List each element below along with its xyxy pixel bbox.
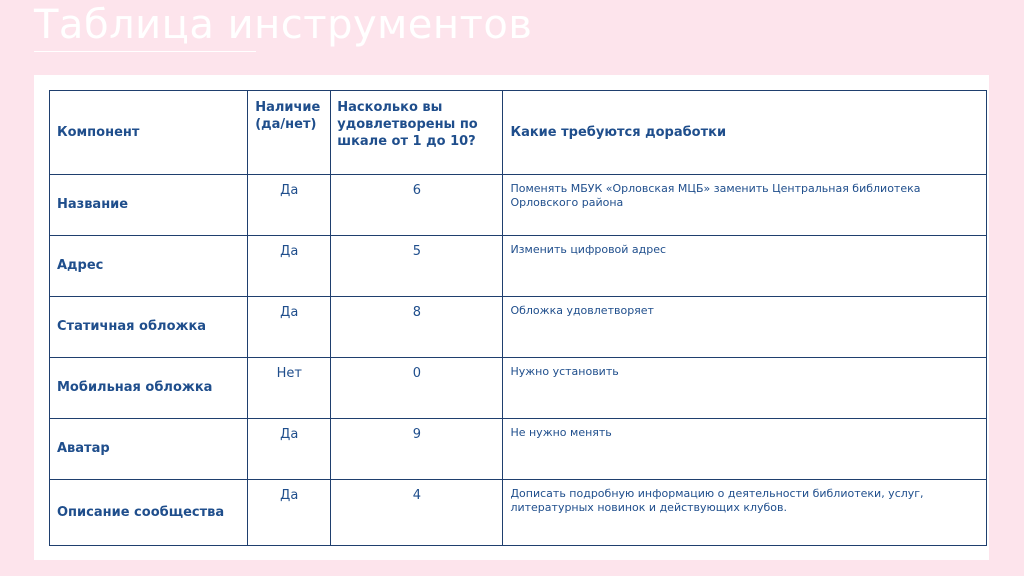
presence-cell: Да bbox=[248, 480, 331, 546]
improvements-cell: Не нужно менять bbox=[503, 419, 987, 480]
title-underline bbox=[34, 51, 256, 52]
header-presence: Наличие (да/нет) bbox=[248, 91, 331, 175]
presence-cell: Нет bbox=[248, 358, 331, 419]
table-header-row bbox=[50, 91, 987, 175]
score-cell: 4 bbox=[331, 480, 503, 546]
table-row bbox=[50, 480, 987, 546]
improvements-cell: Обложка удовлетворяет bbox=[503, 297, 987, 358]
header-improvements: Какие требуются доработки bbox=[503, 91, 987, 175]
component-cell: Мобильная обложка bbox=[50, 358, 248, 419]
improvements-cell: Дописать подробную информацию о деятельности библиотеки, услуг, литературных новинок и действующих клубов. bbox=[503, 480, 987, 546]
presence-cell: Да bbox=[248, 297, 331, 358]
score-cell: 6 bbox=[331, 175, 503, 236]
presence-cell: Да bbox=[248, 419, 331, 480]
table-row bbox=[50, 358, 987, 419]
component-cell: Статичная обложка bbox=[50, 297, 248, 358]
table-row bbox=[50, 175, 987, 236]
score-cell: 5 bbox=[331, 236, 503, 297]
header-score: Насколько вы удовлетворены по шкале от 1 до 10? bbox=[331, 91, 503, 175]
tools-table bbox=[49, 90, 987, 546]
presence-cell: Да bbox=[248, 236, 331, 297]
improvements-cell: Изменить цифровой адрес bbox=[503, 236, 987, 297]
score-cell: 0 bbox=[331, 358, 503, 419]
component-cell: Адрес bbox=[50, 236, 248, 297]
table-row bbox=[50, 236, 987, 297]
slide-title: Таблица инструментов bbox=[34, 2, 533, 48]
improvements-cell: Нужно установить bbox=[503, 358, 987, 419]
score-cell: 9 bbox=[331, 419, 503, 480]
table-row bbox=[50, 419, 987, 480]
presence-cell: Да bbox=[248, 175, 331, 236]
header-component: Компонент bbox=[50, 91, 248, 175]
component-cell: Название bbox=[50, 175, 248, 236]
improvements-cell: Поменять МБУК «Орловская МЦБ» заменить Центральная библиотека Орловского района bbox=[503, 175, 987, 236]
component-cell: Аватар bbox=[50, 419, 248, 480]
table-row bbox=[50, 297, 987, 358]
score-cell: 8 bbox=[331, 297, 503, 358]
component-cell: Описание сообщества bbox=[50, 480, 248, 546]
